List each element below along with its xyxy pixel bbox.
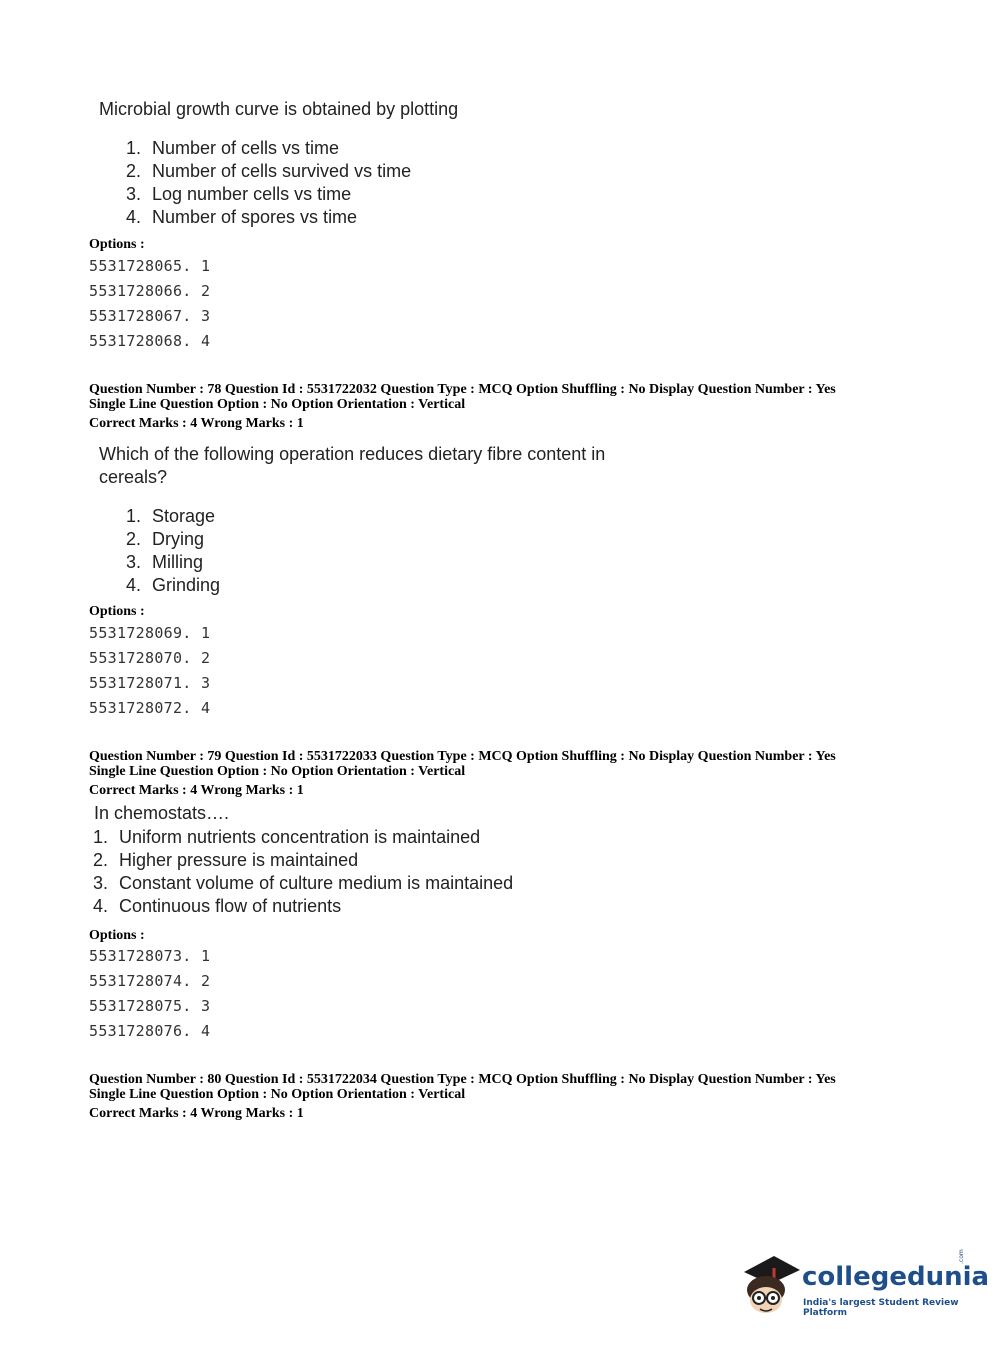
question-79-meta: Question Number : 79 Question Id : 5531722033 Question Type : MCQ Option Shuffling : No Display Question Number : Yes Single Line Question Option : No Option Orientation : Vertical <box>89 749 836 779</box>
list-item: 4. Continuous flow of nutrients <box>93 896 342 916</box>
list-item: 1. Uniform nutrients concentration is maintained <box>93 827 481 847</box>
option-row: 5531728070. 2 <box>89 649 211 667</box>
options-label: Options : <box>89 928 145 943</box>
option-row: 5531728069. 1 <box>89 624 211 642</box>
option-row: 5531728072. 4 <box>89 699 211 717</box>
options-label: Options : <box>89 237 145 252</box>
option-row: 5531728067. 3 <box>89 307 211 325</box>
logo-wordmark: collegedunia <box>802 1262 990 1292</box>
list-item: 2. Higher pressure is maintained <box>93 850 359 870</box>
question-78-text: Which of the following operation reduces dietary fibre content in cereals? <box>99 444 606 487</box>
list-item: 2. Drying <box>126 529 205 549</box>
list-item: 4. Number of spores vs time <box>126 207 358 227</box>
option-row: 5531728066. 2 <box>89 282 211 300</box>
option-row: 5531728074. 2 <box>89 972 211 990</box>
option-row: 5531728068. 4 <box>89 332 211 350</box>
logo-suffix: .com <box>958 1249 965 1264</box>
question-79-marks: Correct Marks : 4 Wrong Marks : 1 <box>89 783 304 798</box>
question-79-items <box>93 826 513 918</box>
collegedunia-logo <box>740 1249 990 1322</box>
question-80-meta: Question Number : 80 Question Id : 5531722034 Question Type : MCQ Option Shuffling : No Display Question Number : Yes Single Line Question Option : No Option Orientation : Vertical <box>89 1072 836 1102</box>
option-row: 5531728073. 1 <box>89 947 211 965</box>
list-item: 2. Number of cells survived vs time <box>126 161 412 181</box>
list-item: 4. Grinding <box>126 575 221 595</box>
list-item: 1. Storage <box>126 506 216 526</box>
list-item: 3. Constant volume of culture medium is maintained <box>93 873 514 893</box>
question-78-meta: Question Number : 78 Question Id : 5531722032 Question Type : MCQ Option Shuffling : No Display Question Number : Yes Single Line Question Option : No Option Orientation : Vertical <box>89 382 836 412</box>
question-77-items <box>126 137 411 229</box>
question-78-marks: Correct Marks : 4 Wrong Marks : 1 <box>89 416 304 431</box>
question-79-text: In chemostats…. <box>94 803 230 823</box>
question-78-items <box>126 505 220 597</box>
options-label: Options : <box>89 604 145 619</box>
option-row: 5531728076. 4 <box>89 1022 211 1040</box>
question-80-marks: Correct Marks : 4 Wrong Marks : 1 <box>89 1106 304 1121</box>
option-row: 5531728065. 1 <box>89 257 211 275</box>
list-item: 3. Milling <box>126 552 204 572</box>
option-row: 5531728071. 3 <box>89 674 211 692</box>
question-77-text: Microbial growth curve is obtained by plotting <box>99 99 459 119</box>
list-item: 1. Number of cells vs time <box>126 138 340 158</box>
logo-tagline: India's largest Student Review Platform <box>803 1298 959 1318</box>
mascot-icon <box>740 1250 800 1320</box>
option-row: 5531728075. 3 <box>89 997 211 1015</box>
list-item: 3. Log number cells vs time <box>126 184 352 204</box>
